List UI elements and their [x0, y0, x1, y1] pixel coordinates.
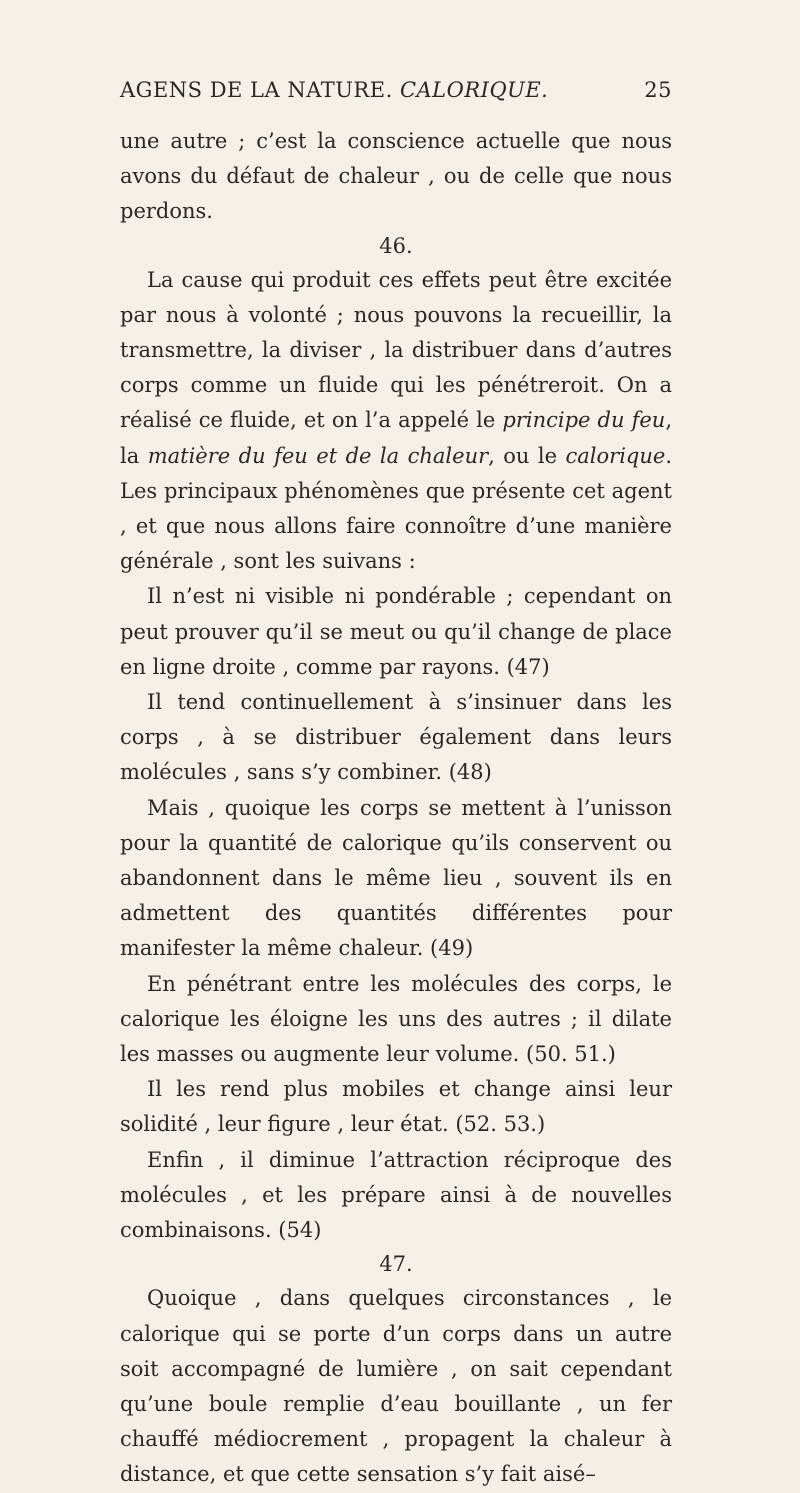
paragraph-cause-part-d: . Les principaux phénomènes que présente cet agent , et que nous allons faire connoître d’une manière générale , sont les suivans : [120, 443, 672, 574]
page-number: 25 [644, 78, 672, 102]
paragraph-insinuation: Il tend continuellement à s’insinuer dans les corps , à se distribuer également dans leurs molécules , sans s’y combiner. (48) [120, 690, 672, 785]
paragraph-continuation: une autre ; c’est la conscience actuelle que nous avons du défaut de chaleur , ou de celle que nous perdons. [120, 129, 672, 224]
body-text [120, 124, 672, 1493]
paragraph-dilatation: En pénétrant entre les molécules des corps, le calorique les éloigne les uns des autres ; il dilate les masses ou augmente leur volume. (50. 51.) [120, 971, 672, 1067]
paragraph-visibility: Il n’est ni visible ni pondérable ; cependant on peut prouver qu’il se meut ou qu’il change de place en ligne droite , comme par rayons. (47) [120, 584, 672, 679]
paragraph-cause [120, 263, 672, 580]
running-title-roman: AGENS DE LA NATURE. [120, 78, 393, 102]
term-principe-du-feu: principe du feu [502, 408, 666, 433]
paragraph-cause-part-c: , ou le [488, 443, 566, 468]
term-calorique: calorique [565, 443, 666, 468]
running-title [120, 78, 548, 102]
paragraph-unisson: Mais , quoique les corps se mettent à l’unisson pour la quantité de calorique qu’ils conservent ou abandonnent dans le même lieu , souvent ils en admettent des quantités différentes pour manifester la même chaleur. (49) [120, 795, 672, 961]
paragraph-cause-part-a: La cause qui produit ces effets peut être excitée par nous à volonté ; nous pouvons la recueillir, la transmettre, la diviser , la distribuer dans d’autres corps comme un fluide qui les pénétreroit. On a réalisé ce fluide, et on l’a appelé le [120, 267, 672, 433]
term-matiere-du-feu: matière du feu et de la chaleur [147, 443, 489, 468]
section-number-46: 46. [379, 233, 413, 258]
paragraph-lumiere: Quoique , dans quelques circonstances , le calorique qui se porte d’un corps dans un autre soit accompagné de lumière , on sait cependant qu’une boule remplie d’eau bouillante , un fer chauffé médiocrement , propagent la chaleur à distance, et que cette sensation s’y fait aisé– [120, 1286, 672, 1487]
paragraph-attraction: Enfin , il diminue l’attraction réciproque des molécules , et les prépare ainsi à de nouvelles combinaisons. (54) [120, 1147, 672, 1243]
paragraph-mobilite: Il les rend plus mobiles et change ainsi leur solidité , leur figure , leur état. (52. 53.) [120, 1077, 672, 1137]
running-title-italic: CALORIQUE. [399, 78, 549, 102]
paragraph-cause-part-b: , la [120, 408, 672, 468]
section-number-47: 47. [379, 1252, 413, 1277]
